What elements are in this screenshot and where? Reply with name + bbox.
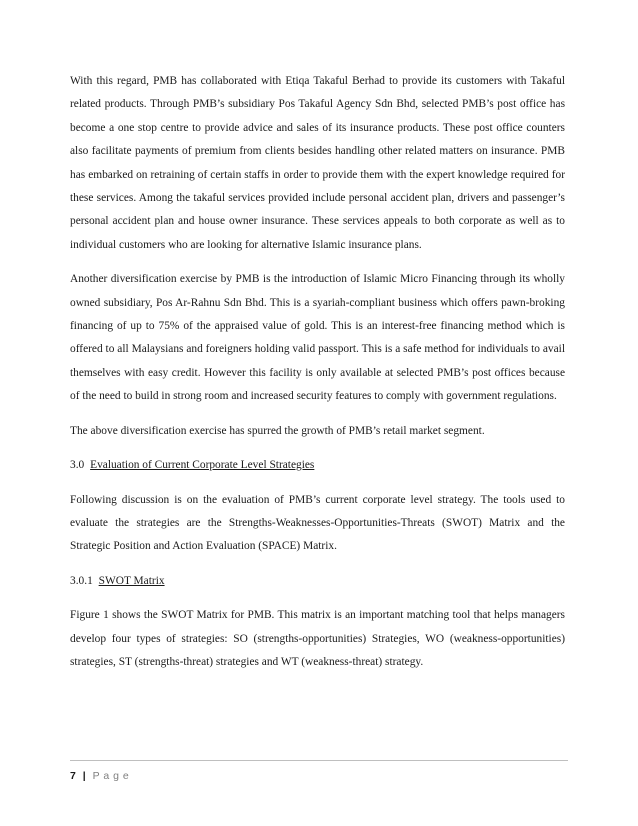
paragraph-retail-growth: The above diversification exercise has spurred the growth of PMB’s retail market segment. <box>70 424 485 437</box>
paragraph-evaluation-tools: Following discussion is on the evaluation of PMB’s current corporate level strategy. The tools used to evaluate the strategies are the Strengths-Weaknesses-Opportunities-Threats (SWOT) Matrix and the Strategic Position and Action Evaluation (SPACE) Matrix. <box>70 493 565 553</box>
section-heading-evaluation <box>70 454 565 477</box>
subsection-title: SWOT Matrix <box>98 574 165 587</box>
section-title: Evaluation of Current Corporate Level Strategies <box>90 459 315 472</box>
footer-divider <box>70 760 568 761</box>
page-footer <box>70 770 129 782</box>
page-body <box>70 70 565 685</box>
subsection-heading-swot <box>70 570 565 593</box>
subsection-number: 3.0.1 <box>70 574 93 587</box>
page-number: 7 <box>70 770 77 782</box>
footer-separator: | <box>82 770 87 782</box>
paragraph-takaful: With this regard, PMB has collaborated with Etiqa Takaful Berhad to provide its customers with Takaful related products. Through PMB’s subsidiary Pos Takaful Agency Sdn Bhd, selected PMB’s post office has become a one stop centre to provide advice and sales of its insurance products. These post office counters also facilitate payments of premium from clients besides handling other related matters on insurance. PMB has embarked on retraining of certain staffs in order to provide them with the expert knowledge required for these services. Among the takaful services provided include personal accident plan, drivers and passenger’s personal accident plan and house owner insurance. These services appeals to both corporate as well as to individual customers who are looking for alternative Islamic insurance plans. <box>70 75 565 251</box>
section-number: 3.0 <box>70 459 85 472</box>
page-label: P a g e <box>92 770 130 782</box>
paragraph-micro-financing: Another diversification exercise by PMB is the introduction of Islamic Micro Financing through its wholly owned subsidiary, Pos Ar-Rahnu Sdn Bhd. This is a syariah-compliant business which offers pawn-broking financing of up to 75% of the appraised value of gold. This is an interest-free financing method which is offered to all Malaysians and foreigners holding valid passport. This is a safe method for individuals to avail themselves with easy credit. However this facility is only available at selected PMB’s post offices because of the need to build in strong room and increased security features to comply with government regulations. <box>70 273 565 403</box>
paragraph-swot-matrix: Figure 1 shows the SWOT Matrix for PMB. This matrix is an important matching tool that helps managers develop four types of strategies: SO (strengths-opportunities) Strategies, WO (weakness-opportunities) strategies, ST (strengths-threat) strategies and WT (weakness-threat) strategy. <box>70 609 565 668</box>
